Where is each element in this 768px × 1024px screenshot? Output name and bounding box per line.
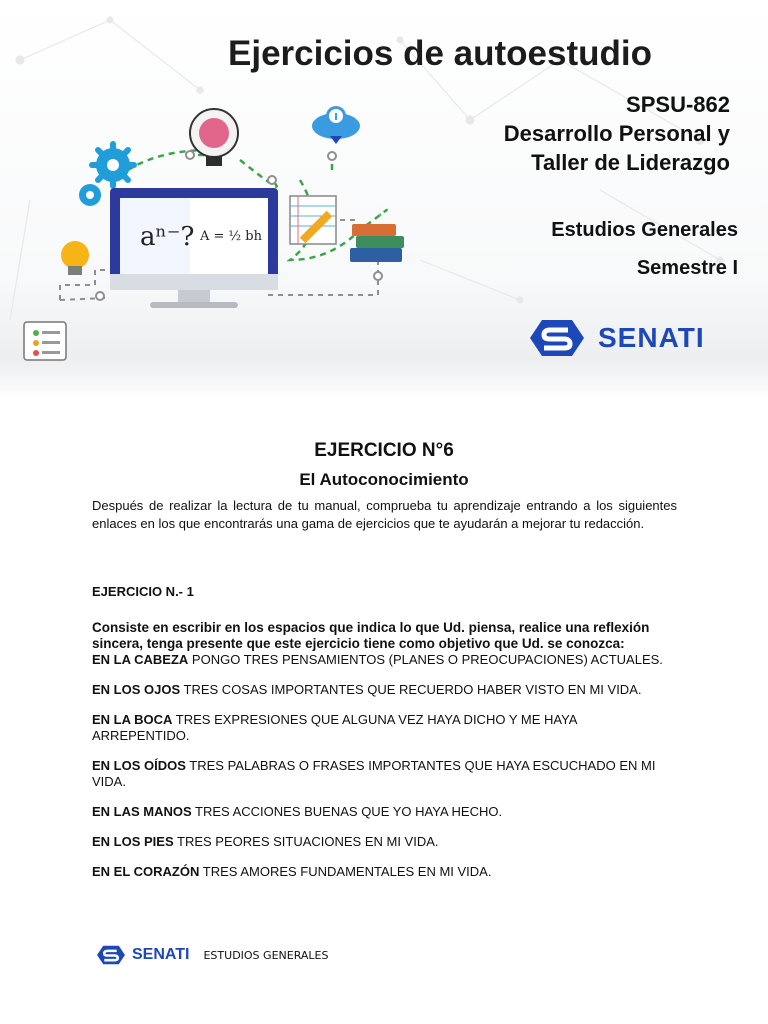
lightbulb-icon xyxy=(61,241,89,275)
item-label: EN EL CORAZÓN xyxy=(92,864,200,879)
footer-logo-icon xyxy=(96,944,126,966)
checklist-icon xyxy=(24,322,66,360)
item-text: TRES ACCIONES BUENAS QUE YO HAYA HECHO. xyxy=(191,804,503,819)
item-label: EN LOS PIES xyxy=(92,834,174,849)
list-item xyxy=(92,758,677,790)
semester-label: Semestre I xyxy=(636,257,738,279)
list-item xyxy=(92,682,677,698)
item-label: EN LA BOCA xyxy=(92,712,173,727)
footer-text: ESTUDIOS GENERALES xyxy=(203,948,329,962)
item-label: EN LOS OÍDOS xyxy=(92,758,186,773)
item-text: PONGO TRES PENSAMIENTOS (PLANES O PREOCUPACIONES) ACTUALES. xyxy=(188,652,663,667)
list-item xyxy=(92,712,677,744)
item-text: TRES AMORES FUNDAMENTALES EN MI VIDA. xyxy=(199,864,492,879)
brain-bulb-icon xyxy=(190,109,238,166)
list-item xyxy=(92,834,677,850)
exercise-subtitle: El Autoconocimiento xyxy=(299,470,469,489)
books-icon xyxy=(350,224,404,262)
studies-label: Estudios Generales xyxy=(551,219,738,241)
item-label: EN LA CABEZA xyxy=(92,652,189,667)
info-cloud-icon xyxy=(312,106,360,144)
list-item xyxy=(92,864,677,880)
item-text: TRES PEORES SITUACIONES EN MI VIDA. xyxy=(173,834,439,849)
exercise-title: EJERCICIO N°6 xyxy=(314,440,454,461)
instructions: Consiste en escribir en los espacios que indica lo que Ud. piensa, realice una reflexión sincera, tenga presente que este ejercicio tiene como objetivo que Ud. se conozca: xyxy=(92,620,650,651)
list-item xyxy=(92,652,677,668)
item-label: EN LOS OJOS xyxy=(92,682,181,697)
course-info xyxy=(504,90,730,177)
formula-power: aⁿ⁻? xyxy=(140,222,195,252)
course-name-line2: Taller de Liderazgo xyxy=(531,150,730,175)
senati-logo-icon xyxy=(528,318,586,358)
exercise-number: EJERCICIO N.- 1 xyxy=(92,584,194,599)
course-name-line1: Desarrollo Personal y xyxy=(503,121,730,146)
intro-paragraph: Después de realizar la lectura de tu manual, comprueba tu aprendizaje entrando a los siguientes enlaces en los que encontrarás una gama de ejercicios que te ayudarán a mejorar tu redacción. xyxy=(92,498,677,531)
list-item xyxy=(92,804,677,820)
exercise-content xyxy=(92,584,677,894)
header-banner xyxy=(0,0,768,400)
formula-area: A = ½ bh xyxy=(200,229,262,244)
item-text: TRES PALABRAS O FRASES IMPORTANTES QUE HAYA ESCUCHADO EN MI VIDA. xyxy=(92,758,656,789)
page-title: Ejercicios de autoestudio xyxy=(228,34,652,73)
notepad-icon xyxy=(290,196,336,244)
footer xyxy=(96,944,328,966)
logo-text: SENATI xyxy=(598,322,705,353)
item-label: EN LAS MANOS xyxy=(92,804,192,819)
item-text: TRES EXPRESIONES QUE ALGUNA VEZ HAYA DICHO Y ME HAYA ARREPENTIDO. xyxy=(92,712,577,743)
footer-logo-text: SENATI xyxy=(132,946,190,963)
item-text: TRES COSAS IMPORTANTES QUE RECUERDO HABER VISTO EN MI VIDA. xyxy=(180,682,642,697)
course-code: SPSU-862 xyxy=(626,92,730,117)
senati-logo xyxy=(528,318,705,358)
